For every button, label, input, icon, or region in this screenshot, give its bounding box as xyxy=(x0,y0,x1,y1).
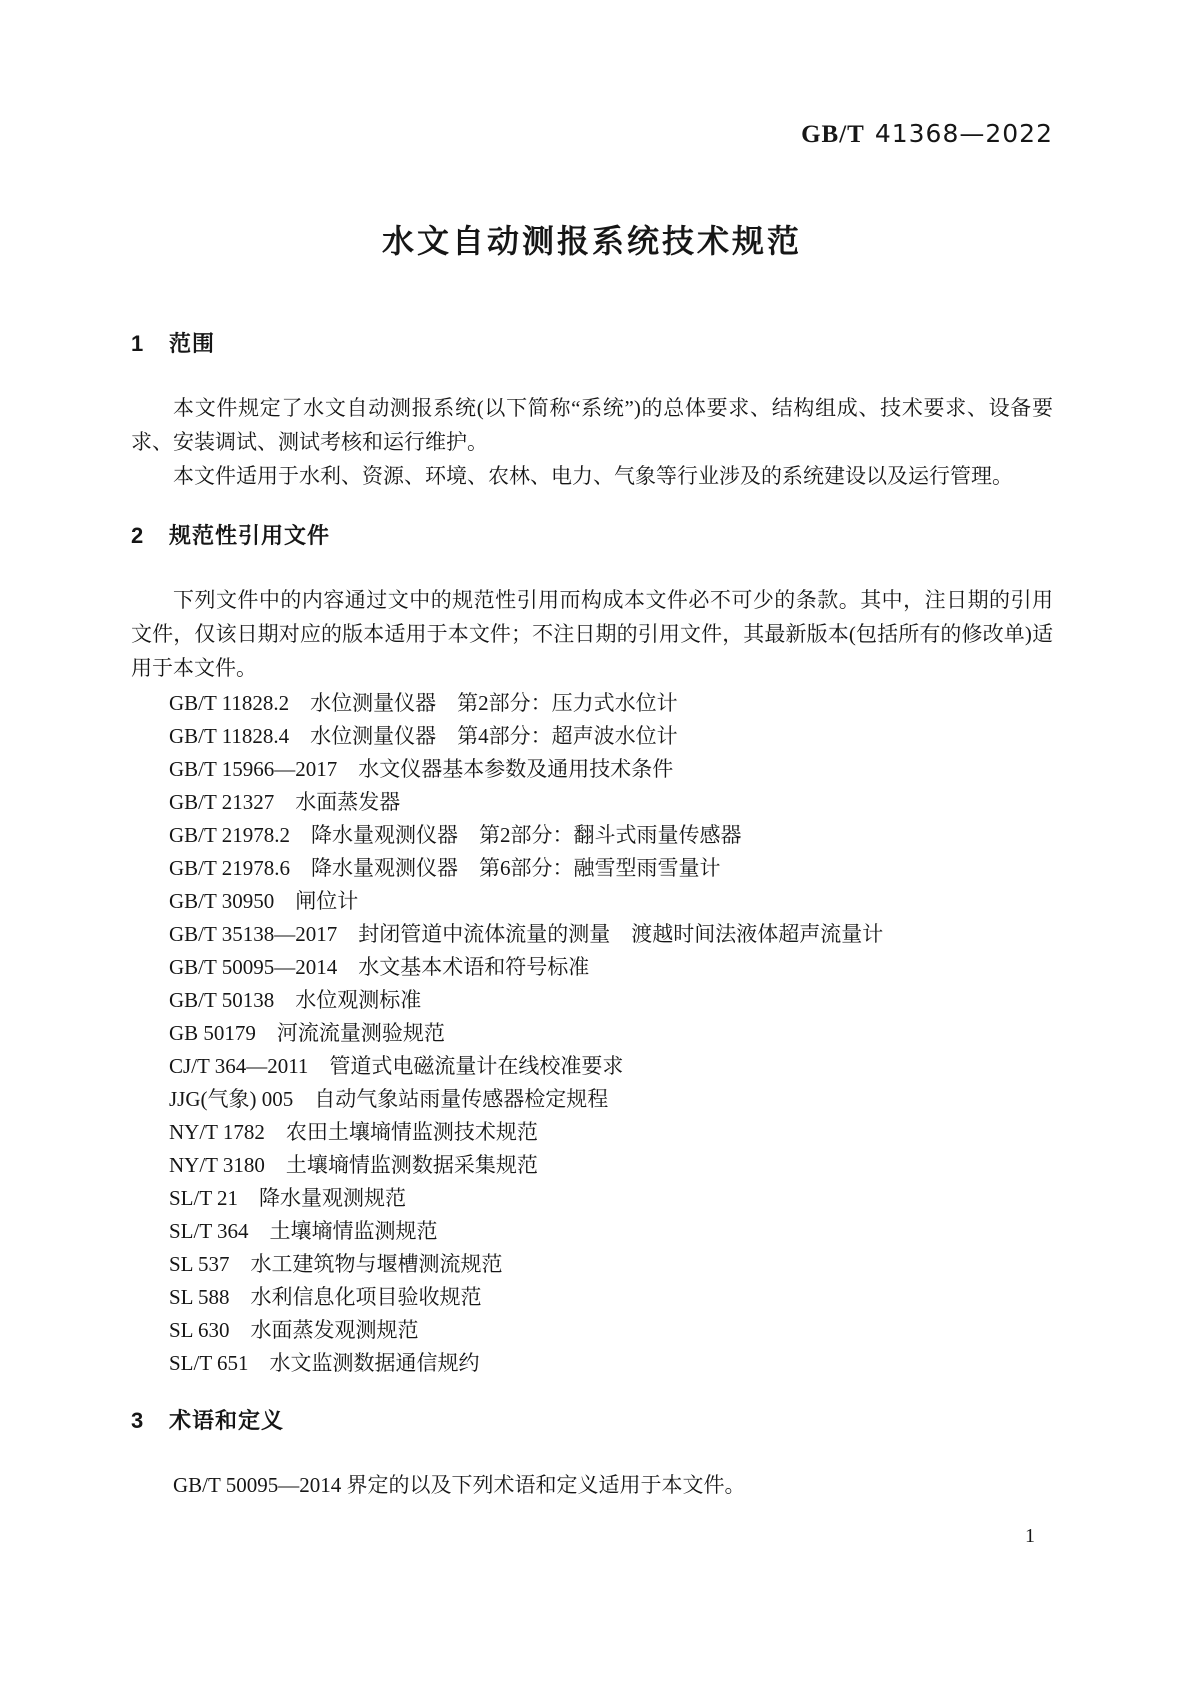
standard-code xyxy=(131,120,1053,149)
section-3-paragraph: GB/T 50095—2014 界定的以及下列术语和定义适用于本文件。 xyxy=(173,1473,746,1497)
reference-item: GB/T 21978.6 降水量观测仪器 第6部分：融雪型雨雪量计 xyxy=(169,856,721,880)
standard-code-number: 41368—2022 xyxy=(874,119,1053,148)
reference-item: SL/T 21 降水量观测规范 xyxy=(169,1186,407,1210)
reference-item: CJ/T 364—2011 管道式电磁流量计在线校准要求 xyxy=(169,1054,624,1078)
reference-item: SL 630 水面蒸发观测规范 xyxy=(169,1318,419,1342)
reference-item: GB/T 50095—2014 水文基本术语和符号标准 xyxy=(169,955,590,979)
reference-item: GB/T 15966—2017 水文仪器基本参数及通用技术条件 xyxy=(169,757,674,781)
reference-item: GB/T 35138—2017 封闭管道中流体流量的测量 渡越时间法液体超声流量计 xyxy=(169,922,884,946)
reference-item: SL/T 364 土壤墒情监测规范 xyxy=(169,1219,438,1243)
section-2-heading xyxy=(131,521,1053,551)
reference-item: GB/T 30950 闸位计 xyxy=(169,889,359,913)
section-3-number: 3 xyxy=(131,1408,145,1433)
reference-item: GB/T 21327 水面蒸发器 xyxy=(169,790,401,814)
reference-item: SL/T 651 水文监测数据通信规约 xyxy=(169,1351,480,1375)
section-1-paragraph: 本文件适用于水利、资源、环境、农林、电力、气象等行业涉及的系统建设以及运行管理。 xyxy=(173,464,1013,488)
section-1-number: 1 xyxy=(131,331,145,356)
reference-item: GB 50179 河流流量测验规范 xyxy=(169,1021,445,1045)
section-3-title: 术语和定义 xyxy=(169,1408,285,1433)
page-number: 1 xyxy=(1025,1525,1035,1547)
reference-item: GB/T 11828.4 水位测量仪器 第4部分：超声波水位计 xyxy=(169,724,678,748)
reference-item: SL 588 水利信息化项目验收规范 xyxy=(169,1285,482,1309)
reference-item: SL 537 水工建筑物与堰槽测流规范 xyxy=(169,1252,503,1276)
section-1-title: 范围 xyxy=(169,331,216,356)
reference-item: GB/T 11828.2 水位测量仪器 第2部分：压力式水位计 xyxy=(169,691,678,715)
reference-item: JJG(气象) 005 自动气象站雨量传感器检定规程 xyxy=(169,1087,609,1111)
section-2-number: 2 xyxy=(131,523,145,548)
section-3-heading xyxy=(131,1406,1053,1436)
section-2-title: 规范性引用文件 xyxy=(169,523,331,548)
section-1-heading xyxy=(131,329,1053,359)
section-1-paragraph: 本文件规定了水文自动测报系统(以下简称“系统”)的总体要求、结构组成、技术要求、设备要求、安装调试、测试考核和运行维护。 xyxy=(131,396,1053,454)
normative-references-list xyxy=(131,687,1053,1380)
document-title: 水文自动测报系统技术规范 xyxy=(381,223,802,259)
section-2-intro: 下列文件中的内容通过文中的规范性引用而构成本文件必不可少的条款。其中，注日期的引用文件，仅该日期对应的版本适用于本文件；不注日期的引用文件，其最新版本(包括所有的修改单)适用于本文件。 xyxy=(131,588,1053,680)
standard-code-prefix: GB/T xyxy=(801,121,865,148)
reference-item: GB/T 21978.2 降水量观测仪器 第2部分：翻斗式雨量传感器 xyxy=(169,823,742,847)
reference-item: GB/T 50138 水位观测标准 xyxy=(169,988,422,1012)
reference-item: NY/T 3180 土壤墒情监测数据采集规范 xyxy=(169,1153,538,1177)
reference-item: NY/T 1782 农田土壤墒情监测技术规范 xyxy=(169,1120,538,1144)
